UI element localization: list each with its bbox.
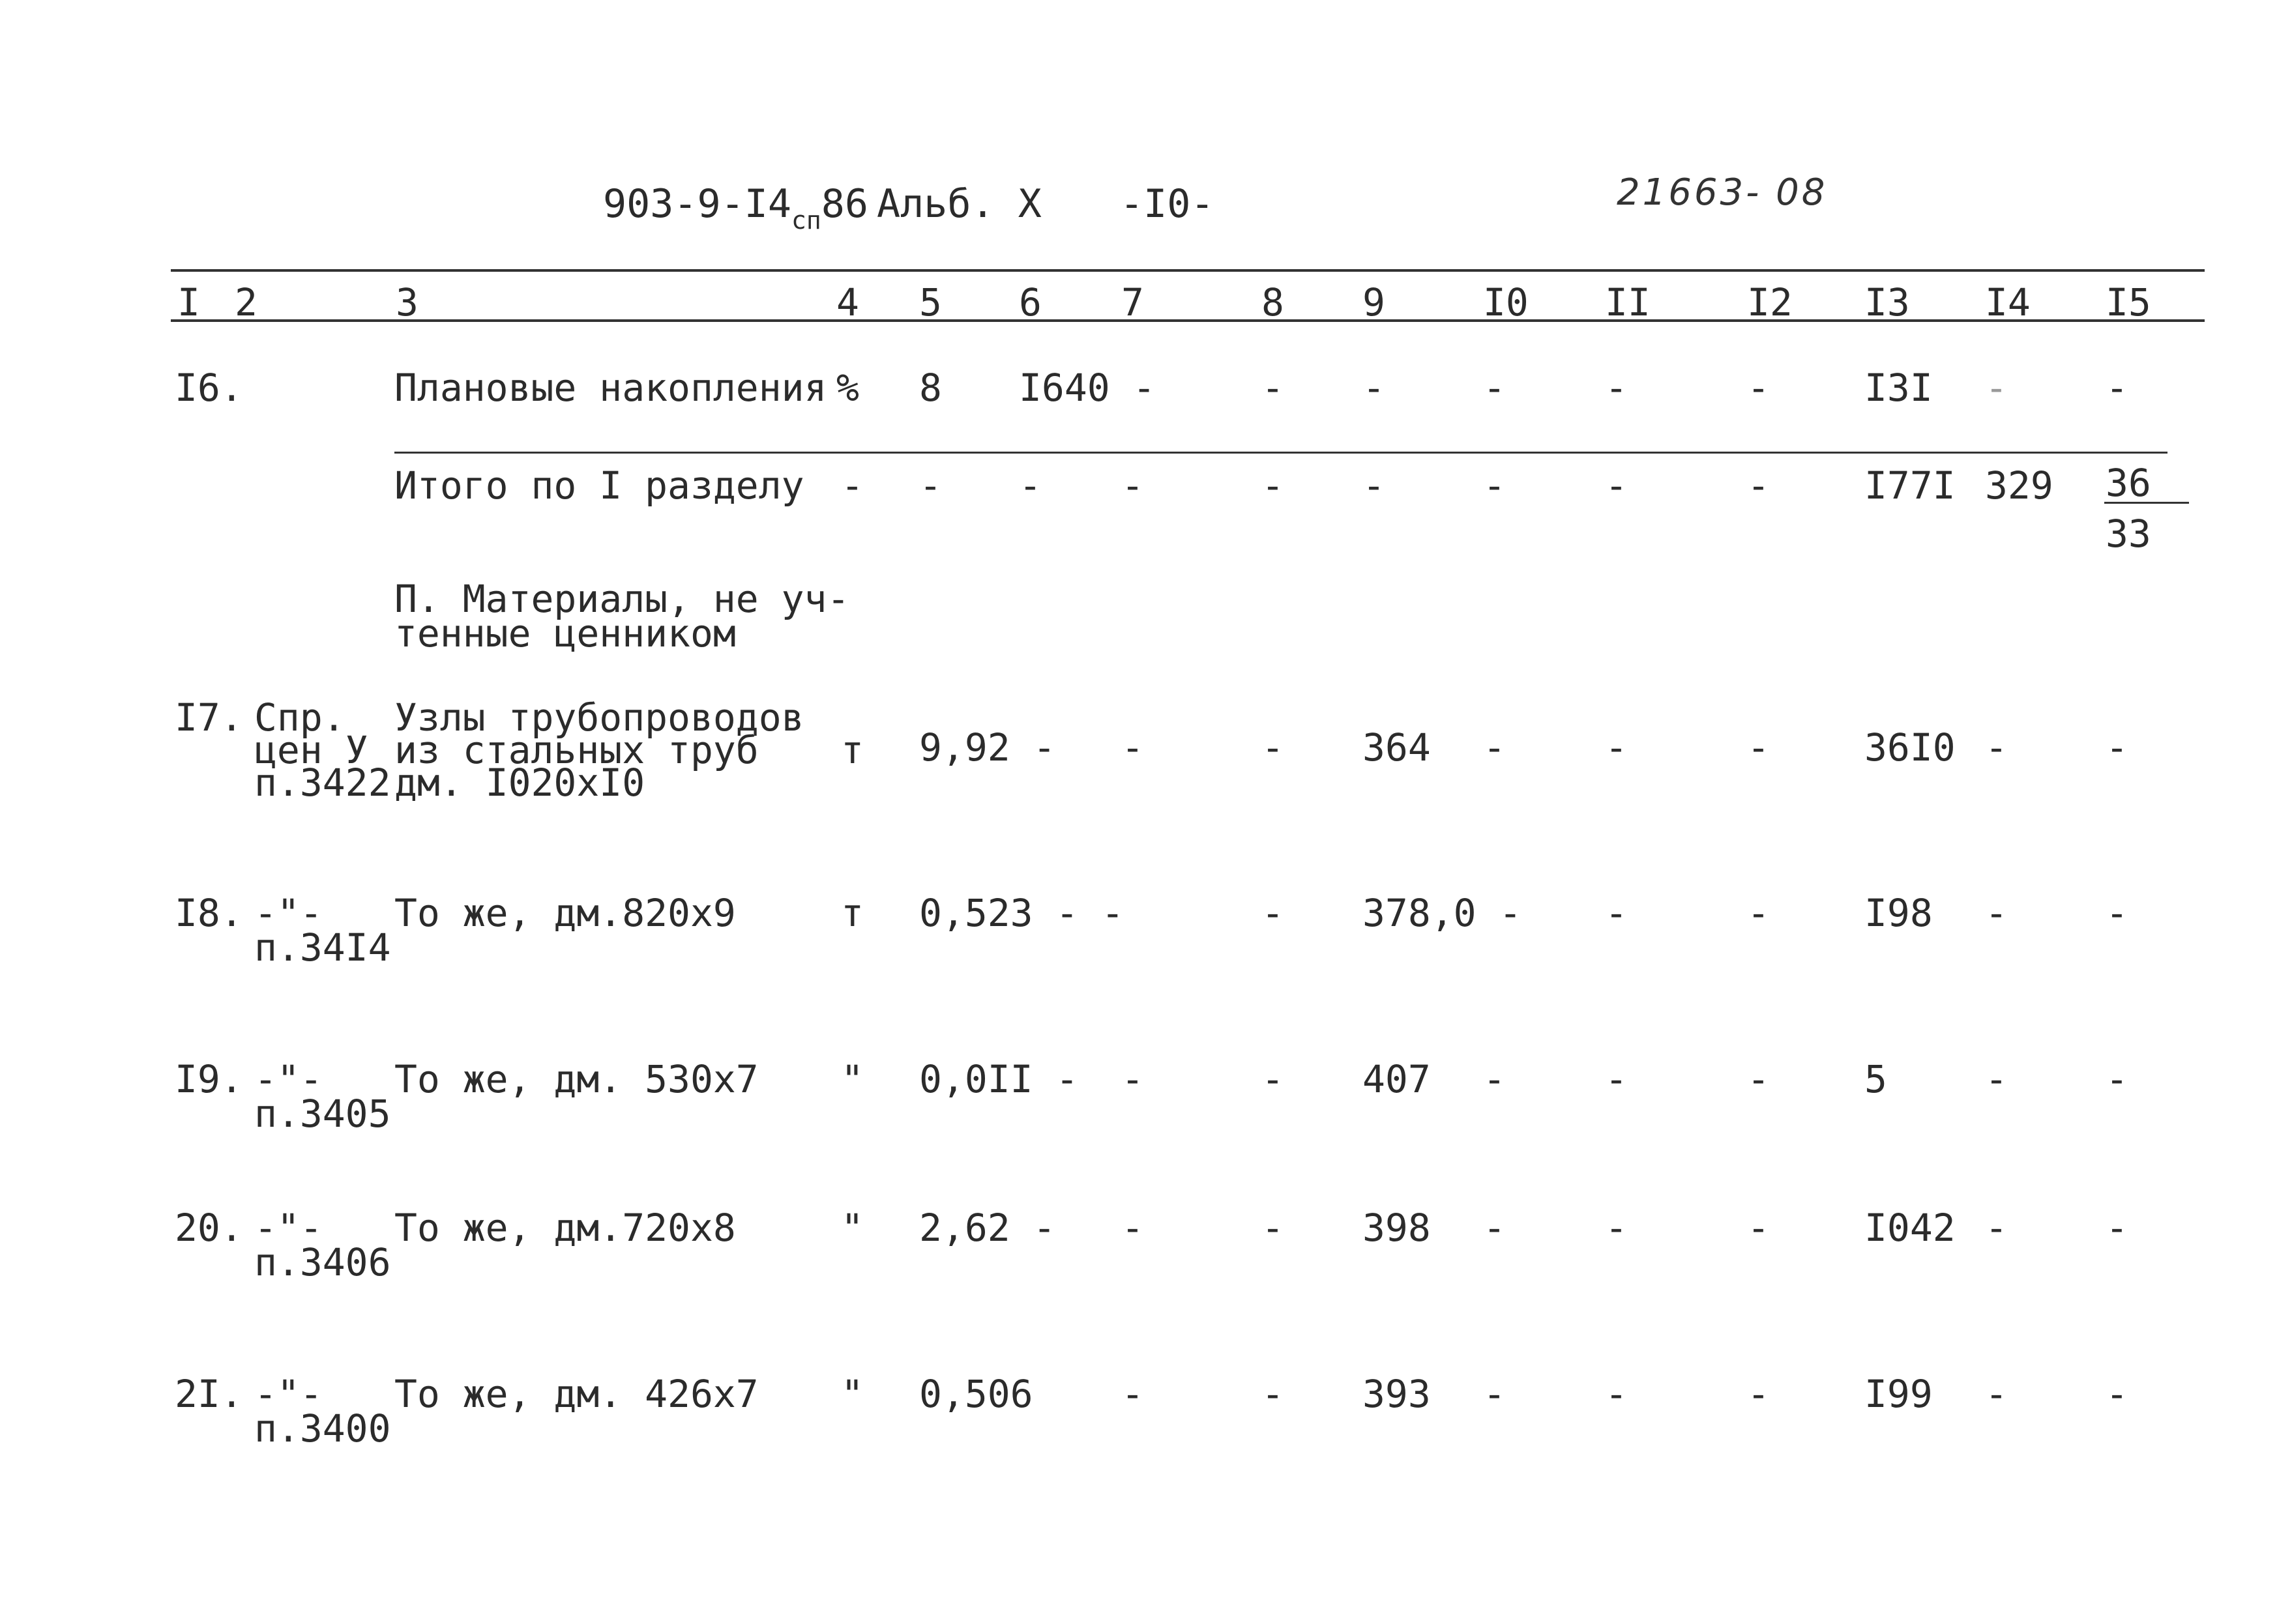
row-col-15: - <box>2106 1057 2128 1101</box>
row-col-8: - <box>1261 463 1284 508</box>
row-ref-line-3: п.3422 <box>254 761 391 805</box>
row-col-8: - <box>1261 1372 1284 1416</box>
row-quantity: 0,506 <box>919 1372 1033 1416</box>
row-number: 2I. <box>175 1372 243 1416</box>
column-header-1: I <box>177 280 200 325</box>
row-quantity: - <box>919 463 942 508</box>
column-header-3: 3 <box>396 280 419 325</box>
doc-number-main: 903-9-I4 <box>603 181 791 227</box>
row-quantity: 2,62 - <box>919 1206 1056 1250</box>
row-ref-line-1: -"- <box>254 891 323 935</box>
row-ref-line-2: цен У <box>254 728 368 772</box>
row-col-11: - <box>1605 725 1628 770</box>
row-description-line-3: дм. I020хI0 <box>394 761 645 805</box>
row-description: То же, дм.720х8 <box>394 1206 736 1250</box>
column-header-14: I4 <box>1985 280 2031 325</box>
row-col-7: - <box>1121 463 1144 508</box>
column-header-2: 2 <box>235 280 257 325</box>
column-header-6: 6 <box>1019 280 1042 325</box>
row-description: То же, дм. 426х7 <box>394 1372 759 1416</box>
column-header-4: 4 <box>836 280 859 325</box>
row-unit: % <box>836 366 859 410</box>
row-col-14: - <box>1985 1206 2008 1250</box>
row-col-11: - <box>1605 1372 1628 1416</box>
column-header-15: I5 <box>2106 280 2151 325</box>
page-number: -I0- <box>1120 181 1214 227</box>
row-col-8: - <box>1261 1206 1284 1250</box>
row-col-14: - <box>1985 1372 2008 1416</box>
row-col-10: - <box>1483 1057 1506 1101</box>
row-col-10: - <box>1483 1206 1506 1250</box>
row-col-8: - <box>1261 1057 1284 1101</box>
row-col-11: - <box>1605 366 1628 410</box>
column-header-12: I2 <box>1747 280 1793 325</box>
row-col-13: I99 <box>1864 1372 1933 1416</box>
row-col-7: - <box>1121 1206 1144 1250</box>
row-col-8: - <box>1261 891 1284 935</box>
row-number: I6. <box>175 366 243 410</box>
row-ref-line-2: п.3400 <box>254 1406 391 1451</box>
row-col-13: I042 <box>1864 1206 1956 1250</box>
row-unit: т <box>841 891 864 935</box>
row-col-12: - <box>1747 1206 1770 1250</box>
row-col-12: - <box>1747 1372 1770 1416</box>
doc-number-suffix: 86 <box>821 181 868 227</box>
row-col-11: - <box>1605 891 1628 935</box>
row-unit: - <box>841 463 864 508</box>
row-description-line-1: Узлы трубопроводов <box>394 695 804 740</box>
row-col-8: - <box>1261 366 1284 410</box>
row-col-15: - <box>2106 725 2128 770</box>
row-unit: " <box>841 1372 864 1416</box>
row-col-12: - <box>1747 891 1770 935</box>
fraction-numerator: 36 <box>2106 461 2151 505</box>
row-col-7: - <box>1121 1372 1144 1416</box>
row-col-10: - <box>1483 366 1506 410</box>
row-col-8: - <box>1261 725 1284 770</box>
row-description: То же, дм.820х9 <box>394 891 736 935</box>
row-ref-line-1: -"- <box>254 1057 323 1101</box>
row-col-10: - <box>1483 463 1506 508</box>
row-col-6: - <box>1019 463 1042 508</box>
row-col-15: - <box>2106 1206 2128 1250</box>
row-col-13: 5 <box>1864 1057 1887 1101</box>
row-col-9: 407 <box>1362 1057 1431 1101</box>
document-number <box>603 181 868 235</box>
row-col-9: 393 <box>1362 1372 1431 1416</box>
column-header-13: I3 <box>1864 280 1910 325</box>
row-ref-line-1: -"- <box>254 1206 323 1250</box>
row-quantity: 8 <box>919 366 942 410</box>
row-col-7: - <box>1121 1057 1144 1101</box>
row-col-12: - <box>1747 463 1770 508</box>
row-col-13: I98 <box>1864 891 1933 935</box>
row-col-7: - <box>1121 725 1144 770</box>
row-col-15: - <box>2106 366 2128 410</box>
column-header-9: 9 <box>1362 280 1385 325</box>
row-quantity: 9,92 - <box>919 725 1056 770</box>
row-col-11: - <box>1605 463 1628 508</box>
album-label: Альб. X <box>877 181 1042 227</box>
table-top-rule <box>171 269 2205 272</box>
row-quantity: 0,523 - - <box>919 891 1124 935</box>
fraction-denominator: 33 <box>2106 512 2151 556</box>
row-col-9: - <box>1362 366 1385 410</box>
row-number: I7. <box>175 695 243 740</box>
row-col-9: - <box>1362 463 1385 508</box>
row-col-10: - <box>1483 1372 1506 1416</box>
column-header-11: II <box>1605 280 1651 325</box>
row-description: То же, дм. 530х7 <box>394 1057 759 1101</box>
fraction-bar <box>2104 502 2189 504</box>
row-col-10: - <box>1483 725 1506 770</box>
row-quantity: 0,0II - <box>919 1057 1079 1101</box>
row-col-11: - <box>1605 1057 1628 1101</box>
row-col-11: - <box>1605 1206 1628 1250</box>
row-col-15: - <box>2106 891 2128 935</box>
row-col-12: - <box>1747 1057 1770 1101</box>
row-number: I8. <box>175 891 243 935</box>
column-header-7: 7 <box>1121 280 1144 325</box>
row-unit: т <box>841 728 864 772</box>
section-title-line-1: П. Материалы, не уч- <box>394 577 850 621</box>
row-ref-line-2: п.3406 <box>254 1240 391 1284</box>
row-col-12: - <box>1747 725 1770 770</box>
row-col-12: - <box>1747 366 1770 410</box>
row-col-13: 36I0 <box>1864 725 1956 770</box>
total-description: Итого по I разделу <box>394 463 804 508</box>
column-header-5: 5 <box>919 280 942 325</box>
row-description: Плановые накопления <box>394 366 827 410</box>
row-description-line-2: из стальных труб <box>394 728 759 772</box>
row-col-14: 329 <box>1985 463 2053 508</box>
row-unit: " <box>841 1057 864 1101</box>
row-col-13: I3I <box>1864 366 1933 410</box>
row-ref-line-1: -"- <box>254 1372 323 1416</box>
row-col-14: - <box>1985 1057 2008 1101</box>
row-unit: " <box>841 1206 864 1250</box>
row-col-14: - <box>1985 725 2008 770</box>
row-col-9: 398 <box>1362 1206 1431 1250</box>
subtotal-rule <box>394 452 2167 454</box>
row-number: 20. <box>175 1206 243 1250</box>
row-col-9: 378,0 - <box>1362 891 1522 935</box>
column-header-8: 8 <box>1261 280 1284 325</box>
row-number: I9. <box>175 1057 243 1101</box>
row-col-13: I77I <box>1864 463 1956 508</box>
row-col-15: - <box>2106 1372 2128 1416</box>
handwritten-reference: 21663- 08 <box>1617 171 1828 214</box>
row-ref-line-2: п.3405 <box>254 1092 391 1136</box>
row-col-6: I640 - <box>1019 366 1156 410</box>
column-header-10: I0 <box>1483 280 1529 325</box>
doc-number-subscript: сп <box>791 206 821 235</box>
section-title-line-2: тенные ценником <box>394 611 736 656</box>
row-ref-line-1: Спр. <box>254 695 345 740</box>
row-col-14: - <box>1985 366 2008 410</box>
row-col-9: 364 <box>1362 725 1431 770</box>
row-ref-line-2: п.34I4 <box>254 925 391 970</box>
row-col-14: - <box>1985 891 2008 935</box>
